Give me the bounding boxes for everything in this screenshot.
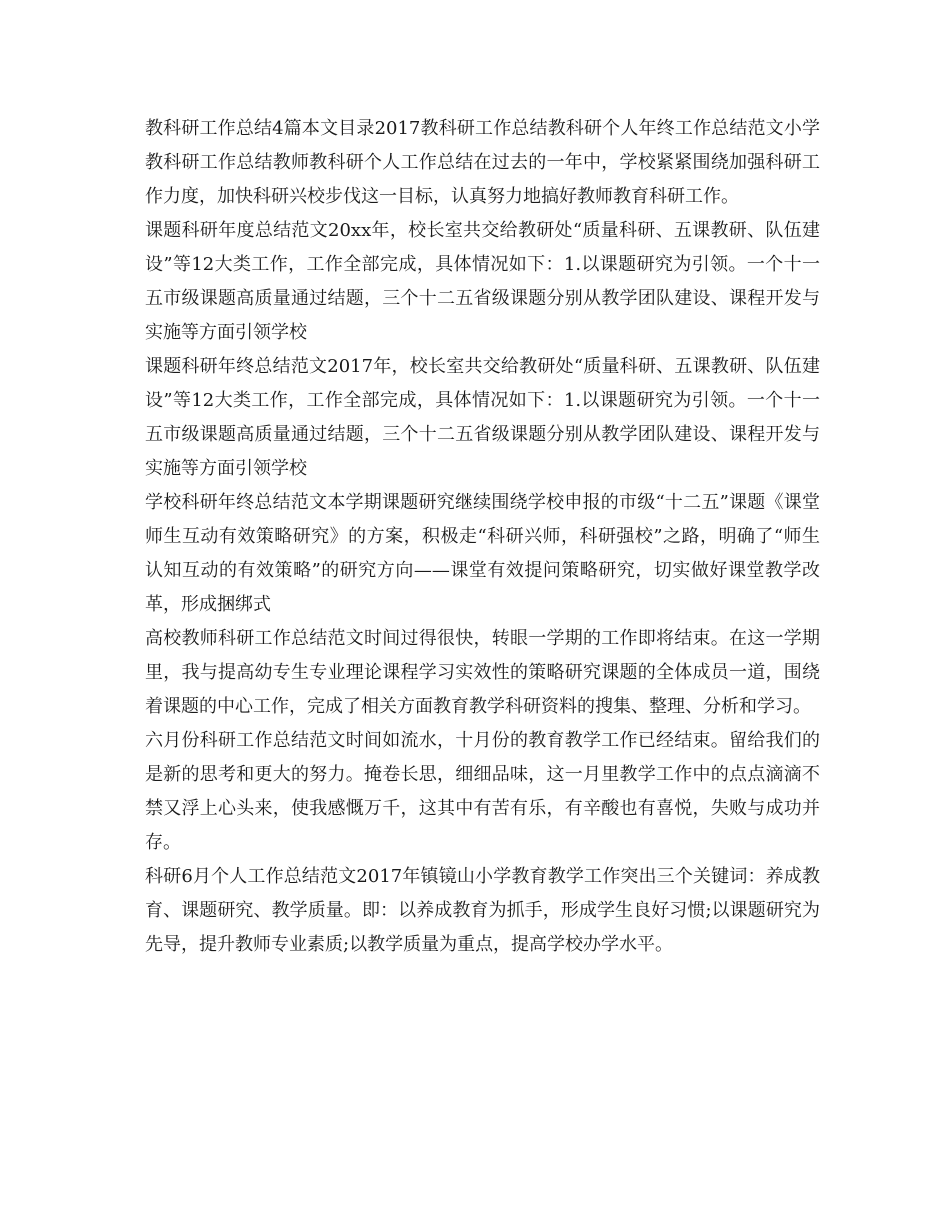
paragraph-7: 科研6月个人工作总结范文2017年镇镜山小学教育教学工作突出三个关键词：养成教育、课题研究、教学质量。即：以养成教育为抓手，形成学生良好习惯;以课题研究为先导，提升教师专业素质;以教学质量为重点，提高学校办学水平。 <box>145 866 820 955</box>
document-body <box>145 112 820 962</box>
paragraph-1: 教科研工作总结4篇本文目录2017教科研工作总结教科研个人年终工作总结范文小学教科研工作总结教师教科研个人工作总结在过去的一年中，学校紧紧围绕加强科研工作力度，加快科研兴校步伐这一目标，认真努力地搞好教师教育科研工作。 <box>145 118 820 207</box>
paragraph-3: 课题科研年终总结范文2017年，校长室共交给教研处“质量科研、五课教研、队伍建设”等12大类工作，工作全部完成，具体情况如下：1.以课题研究为引领。一个十一五市级课题高质量通过结题，三个十二五省级课题分别从教学团队建设、课程开发与实施等方面引领学校 <box>145 356 820 479</box>
paragraph-4: 学校科研年终总结范文本学期课题研究继续围绕学校申报的市级“十二五”课题《课堂师生互动有效策略研究》的方案，积极走“科研兴师，科研强校”之路，明确了“师生认知互动的有效策略”的研究方向——课堂有效提问策略研究，切实做好课堂教学改革，形成捆绑式 <box>145 492 820 615</box>
paragraph-6: 六月份科研工作总结范文时间如流水，十月份的教育教学工作已经结束。留给我们的是新的思考和更大的努力。掩卷长思，细细品味，这一月里教学工作中的点点滴滴不禁又浮上心头来，使我感慨万千，这其中有苦有乐，有辛酸也有喜悦，失败与成功并存。 <box>145 730 820 853</box>
paragraph-2: 课题科研年度总结范文20xx年，校长室共交给教研处“质量科研、五课教研、队伍建设”等12大类工作，工作全部完成，具体情况如下：1.以课题研究为引领。一个十一五市级课题高质量通过结题，三个十二五省级课题分别从教学团队建设、课程开发与实施等方面引领学校 <box>145 220 820 343</box>
paragraph-5: 高校教师科研工作总结范文时间过得很快，转眼一学期的工作即将结束。在这一学期里，我与提高幼专生专业理论课程学习实效性的策略研究课题的全体成员一道，围绕着课题的中心工作，完成了相关方面教育教学科研资料的搜集、整理、分析和学习。 <box>145 628 820 717</box>
